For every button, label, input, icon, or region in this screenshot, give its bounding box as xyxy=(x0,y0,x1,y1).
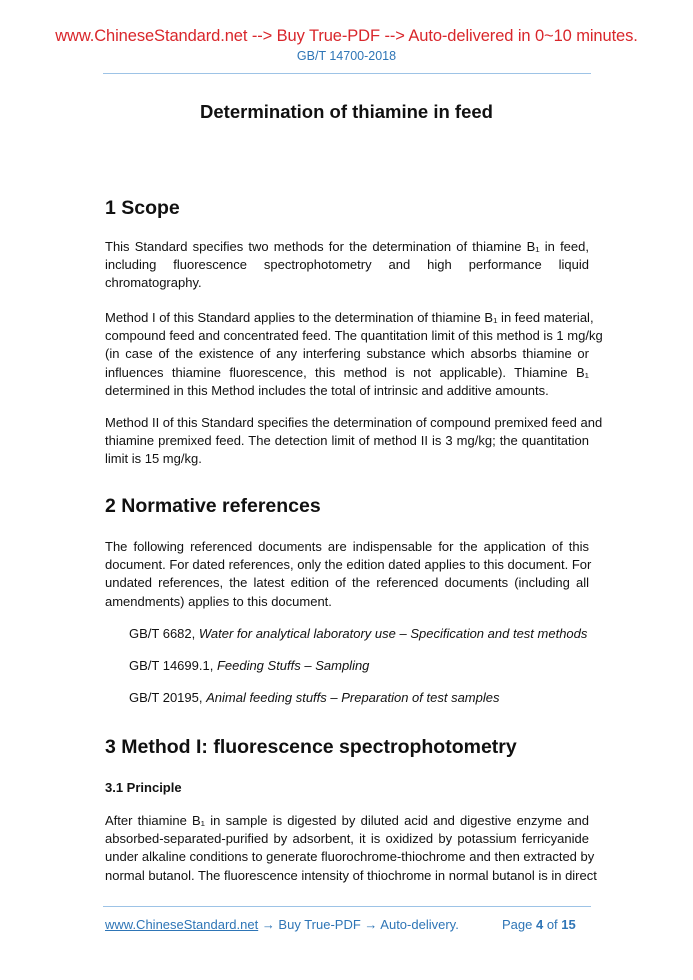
section-heading-scope: 1 Scope xyxy=(105,197,180,219)
header-divider xyxy=(103,73,591,74)
reference-code: GB/T 6682, xyxy=(129,626,199,641)
text-line: determined in this Method includes the total of intrinsic and additive amounts. xyxy=(105,382,549,398)
reference-item xyxy=(129,690,499,705)
text-line: The following referenced documents are indispensable for the application of this xyxy=(105,539,589,554)
text-line: undated references, the latest edition of the referenced documents (including all xyxy=(105,575,589,591)
text-line: influences thiamine fluorescence, this method is not applicable). Thiamine B₁ xyxy=(105,364,589,380)
text-line: chromatography. xyxy=(105,275,202,291)
text-line: under alkaline conditions to generate fluorochrome-thiochrome and then extracted by xyxy=(105,849,595,865)
subsection-heading-principle: 3.1 Principle xyxy=(105,780,182,795)
promo-banner: www.ChineseStandard.net --> Buy True-PDF --> Auto-delivered in 0~10 minutes. xyxy=(55,27,638,45)
section-heading-normative-references: 2 Normative references xyxy=(105,495,321,517)
footer-divider xyxy=(103,906,591,907)
page-indicator xyxy=(502,917,576,932)
text-line: including fluorescence spectrophotometry and high performance liquid xyxy=(105,257,589,273)
text-line: document. For dated references, only the edition dated applies to this document. For xyxy=(105,557,592,573)
reference-title: Water for analytical laboratory use – Specification and test methods xyxy=(198,626,588,641)
reference-item xyxy=(129,658,369,673)
reference-title: Animal feeding stuffs – Preparation of test samples xyxy=(206,690,500,705)
footer-promo-text: → Buy True-PDF → Auto-delivery. xyxy=(258,917,459,932)
reference-code: GB/T 20195, xyxy=(129,690,207,705)
text-line: absorbed-separated-purified by adsorbent, it is oxidized by potassium ferricyanide xyxy=(105,831,589,847)
reference-item xyxy=(129,626,587,641)
text-line: limit is 15 mg/kg. xyxy=(105,451,202,467)
scope-paragraph-1 xyxy=(105,238,589,293)
text-line: Method I of this Standard applies to the determination of thiamine B₁ in feed material, xyxy=(105,310,594,325)
text-line: normal butanol. The fluorescence intensity of thiochrome in normal butanol is in direct xyxy=(105,867,597,883)
section-heading-method-i: 3 Method I: fluorescence spectrophotometry xyxy=(105,736,517,758)
text-line: amendments) applies to this document. xyxy=(105,593,332,609)
scope-paragraph-2 xyxy=(105,309,603,400)
footer-promo xyxy=(105,917,459,932)
of-label: of xyxy=(543,917,562,932)
principle-paragraph xyxy=(105,812,597,885)
text-line: Method II of this Standard specifies the determination of compound premixed feed and xyxy=(105,415,603,430)
text-line: After thiamine B₁ in sample is digested by diluted acid and digestive enzyme and xyxy=(105,813,589,828)
page-label: Page xyxy=(502,917,536,932)
scope-paragraph-3 xyxy=(105,414,603,469)
text-line: (in case of the existence of any interfering substance which absorbs thiamine or xyxy=(105,346,589,362)
document-title: Determination of thiamine in feed xyxy=(200,101,493,122)
page-number: 4 xyxy=(535,917,544,932)
text-line: compound feed and concentrated feed. The quantitation limit of this method is 1 mg/kg xyxy=(105,328,603,344)
text-line: This Standard specifies two methods for the determination of thiamine B₁ in feed, xyxy=(105,239,589,254)
chinese-standard-link[interactable]: www.ChineseStandard.net xyxy=(105,917,259,932)
total-pages: 15 xyxy=(561,917,576,932)
normative-references-paragraph xyxy=(105,538,592,611)
reference-title: Feeding Stuffs – Sampling xyxy=(216,658,370,673)
reference-code: GB/T 14699.1, xyxy=(129,658,217,673)
text-line: thiamine premixed feed. The detection limit of method II is 3 mg/kg; the quantitation xyxy=(105,433,589,449)
standard-code-header: GB/T 14700-2018 xyxy=(296,49,397,63)
